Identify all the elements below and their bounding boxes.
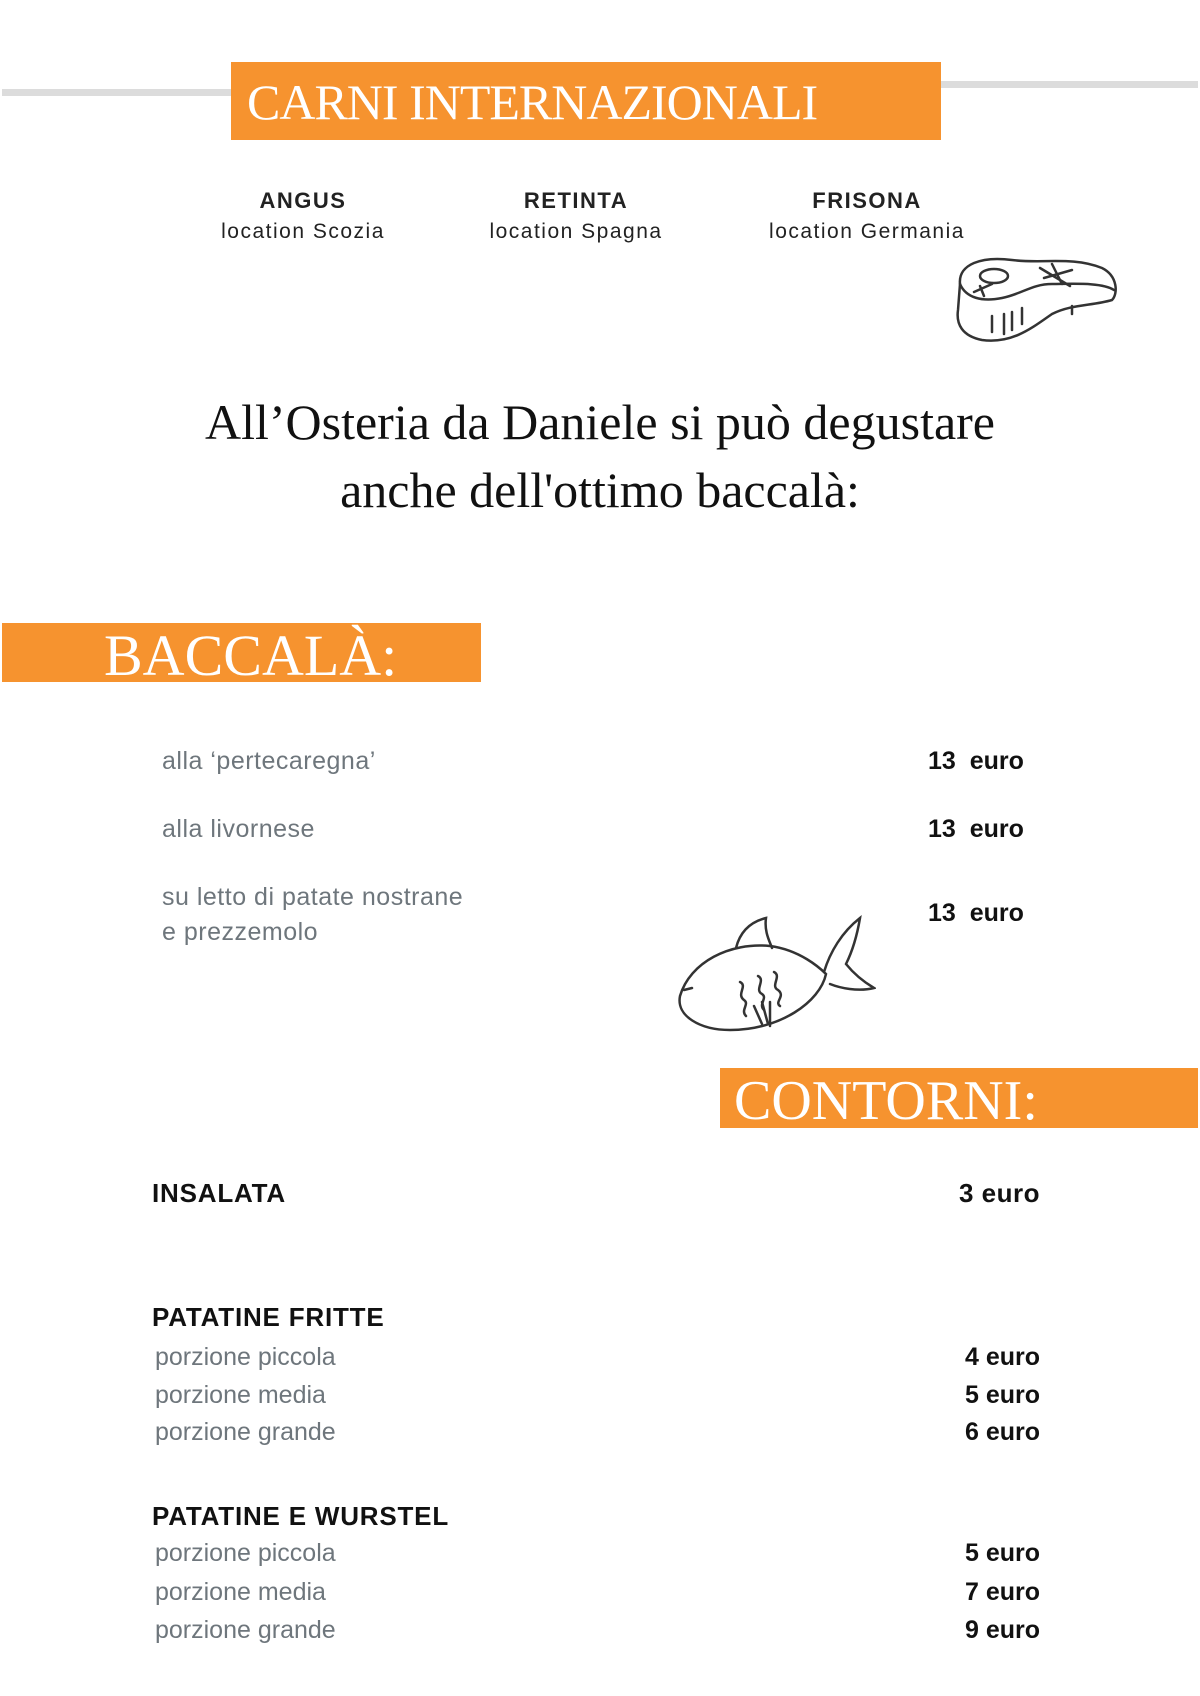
baccala-title: BACCALÀ: [104,623,398,688]
portion-price: 4 euro [964,1343,1040,1371]
portion-size: porzione piccola [155,1539,336,1567]
contorni-title: CONTORNI: [734,1070,1038,1132]
baccala-banner [2,623,481,688]
baccala-item-name-cont: e prezzemolo [162,918,319,946]
insalata-price: 3 euro [958,1178,1040,1208]
breed-name: RETINTA [523,188,629,213]
steak-icon [952,254,1120,348]
breed-name: FRISONA [812,188,922,213]
portion-size: porzione piccola [155,1343,336,1371]
portion-size: porzione media [155,1578,326,1606]
carni-title: CARNI INTERNAZIONALI [247,74,818,130]
portion-price: 5 euro [964,1539,1040,1567]
breed-location: location Germania [769,220,965,243]
baccala-item-name: alla ‘pertecaregna’ [162,747,376,775]
divider-right [938,81,1198,88]
portion-price: 5 euro [964,1381,1040,1409]
contorni-banner [720,1068,1198,1132]
portion-price: 6 euro [964,1418,1040,1446]
baccala-item-price: 13 euro [928,815,1024,843]
portion-price: 9 euro [964,1616,1040,1644]
baccala-item-price: 13 euro [928,899,1024,927]
portion-price: 7 euro [964,1578,1040,1606]
fish-icon [670,912,876,1034]
breed-frisona [737,188,997,244]
portion-size: porzione media [155,1381,326,1409]
breed-angus [173,188,433,244]
headline-line-1: All’Osteria da Daniele si può degustare [204,394,995,450]
portion-size: porzione grande [155,1418,336,1446]
headline-line-2: anche dell'ottimo baccalà: [340,462,860,518]
divider-left [2,89,234,96]
baccala-item-price: 13 euro [928,747,1024,775]
breed-location: location Scozia [221,220,385,243]
baccala-item-name: alla livornese [162,815,315,843]
carni-banner [231,62,941,140]
breed-location: location Spagna [489,220,663,243]
breed-retinta [446,188,706,244]
breed-name: ANGUS [259,188,347,213]
patatine-wurstel-label: PATATINE E WURSTEL [152,1501,450,1531]
portion-size: porzione grande [155,1616,336,1644]
patatine-fritte-label: PATATINE FRITTE [152,1302,385,1332]
baccala-item-name: su letto di patate nostrane [162,883,464,911]
insalata-label: INSALATA [152,1178,286,1208]
